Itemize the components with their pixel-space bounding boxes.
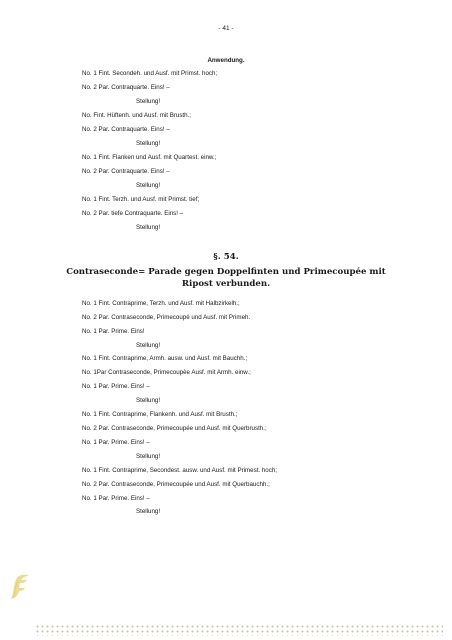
exercise-line: Stellung! bbox=[136, 224, 161, 231]
exercise-line: No. 2 Par. Contraseconde, Primecoupée und Ausf. mit Querbrusth.; bbox=[82, 425, 267, 432]
section-title: Contraseconde= Parade gegen Doppelfinten und Primecoupée mit Ripost verbunden. bbox=[66, 267, 386, 289]
exercise-line: No. 1 Fint. Contraprime, Flankenh. und Ausf. mit Brusth.; bbox=[82, 411, 238, 418]
exercise-line: No. 1 Par. Prime. Eins! – bbox=[82, 495, 150, 502]
exercise-line: Stellung! bbox=[136, 182, 161, 189]
application-heading: Anwendung. bbox=[207, 57, 245, 64]
page-number: - 41 - bbox=[218, 25, 234, 32]
exercise-line: Stellung! bbox=[136, 508, 161, 515]
exercise-line: No. 1 Fint. Secondeh. und Ausf. mit Primst. hoch; bbox=[82, 70, 218, 77]
footer-dotted-border bbox=[35, 624, 443, 636]
exercise-line: No. 2 Par. Contraseconde, Primecoupée und Ausf. mit Querbauchh.; bbox=[82, 481, 270, 488]
exercise-line: No. 2 Par. Contraquarte. Eins! – bbox=[82, 126, 170, 133]
exercise-line: No. 1 Fint. Contraprime, Terzh. und Ausf. mit Halbzirkelh.; bbox=[82, 300, 240, 307]
exercise-line: Stellung! bbox=[136, 342, 161, 349]
exercise-line: No. 1 Fint. Contraprime, Armh. ausw. und Ausf. mit Bauchh.; bbox=[82, 355, 248, 362]
exercise-line: No. 1 Par. Prime. Eins! – bbox=[82, 383, 150, 390]
exercise-line: No. 2 Par. Contraquarte. Eins! – bbox=[82, 84, 170, 91]
exercise-line: No. 1 Fint. Flanken und Ausf. mit Quartest. einw.; bbox=[82, 154, 217, 161]
exercise-line: No. 2 Par. Contraseconde, Primecoupé und Ausf. mit Primeh. bbox=[82, 314, 251, 321]
exercise-line: No. 1Par Contraseconde, Primecoupèe Ausf. mit Armh. einw.; bbox=[82, 369, 251, 376]
exercise-line: No. 2 Par. Contraquarte. Eins! – bbox=[82, 168, 170, 175]
exercise-line: No. 1 Fint. Contraprime, Secondest. ausw. und Ausf. mit Primest. hoch; bbox=[82, 467, 277, 474]
exercise-line: Stellung! bbox=[136, 397, 161, 404]
exercise-line: Stellung! bbox=[136, 98, 161, 105]
section-number: §. 54. bbox=[213, 252, 239, 262]
exercise-line: Stellung! bbox=[136, 453, 161, 460]
decorative-f-emblem-icon bbox=[8, 572, 32, 602]
exercise-line: No. 1 Par. Prime. Eins! – bbox=[82, 439, 150, 446]
exercise-line: No. Fint. Hüftenh. und Ausf. mit Brusth.; bbox=[82, 112, 192, 119]
exercise-line: No. 1 Fint. Terzh. und Ausf. mit Primst. tief; bbox=[82, 196, 200, 203]
exercise-line: No. 2 Par. tiefe Contraquarte. Eins! – bbox=[82, 210, 184, 217]
exercise-line: Stellung! bbox=[136, 140, 161, 147]
exercise-line: No. 1 Par. Prime. Eins! bbox=[82, 328, 145, 335]
